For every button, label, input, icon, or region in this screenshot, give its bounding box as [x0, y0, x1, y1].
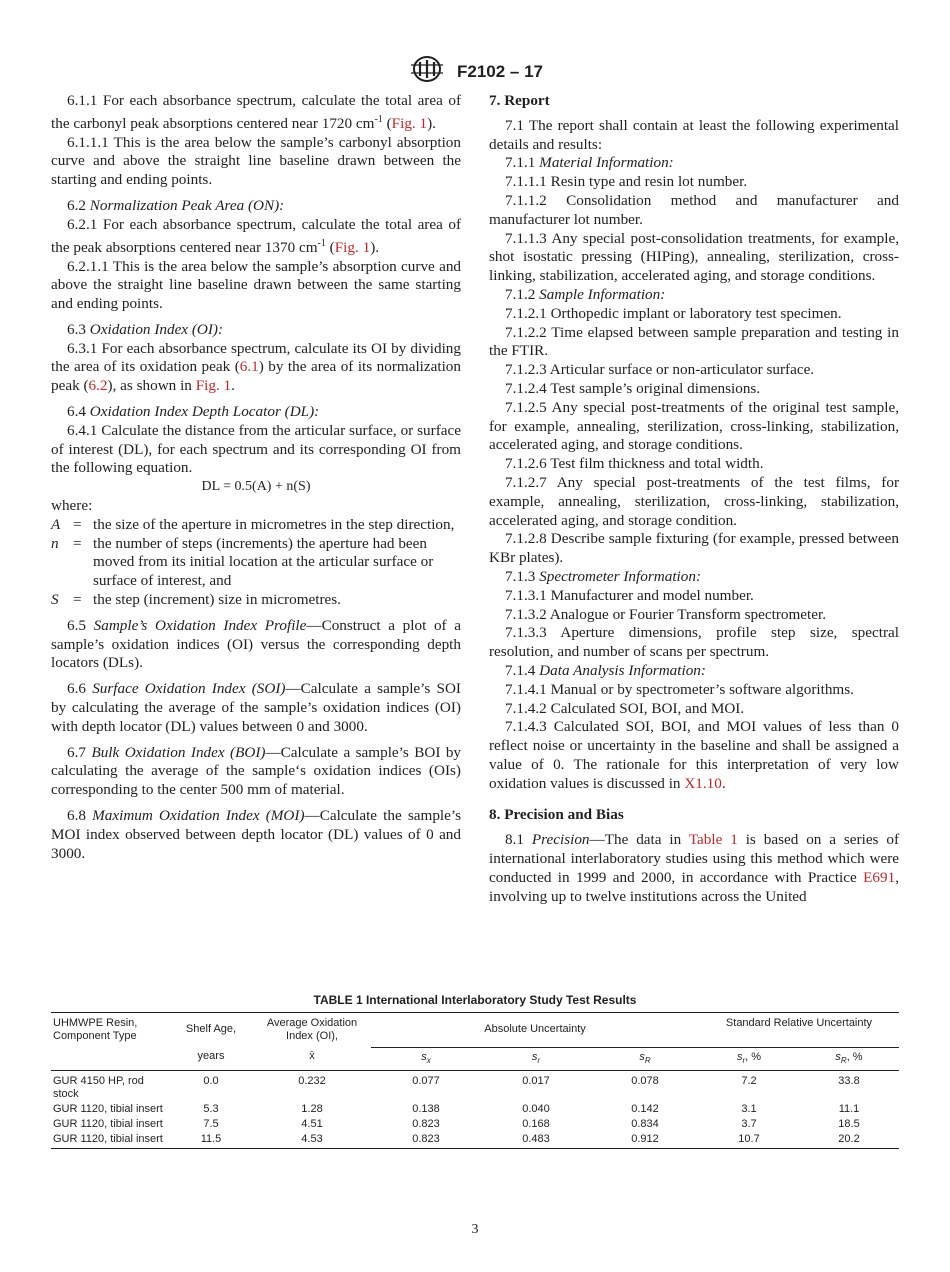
- unit-xbar: x̄: [309, 1050, 315, 1062]
- results-table: [51, 1012, 899, 1149]
- para-6-4: 6.4 Oxidation Index Depth Locator (DL):: [67, 403, 320, 421]
- right-column: [489, 92, 899, 906]
- definition-row: S = the step (increment) size in micrometres.: [51, 591, 341, 609]
- para-7-1-2-1: 7.1.2.1 Orthopedic implant or laboratory test specimen.: [505, 304, 842, 322]
- table-title: TABLE 1 International Interlaboratory Study Test Results: [313, 993, 637, 1007]
- para-6-2: 6.2 Normalization Peak Area (ON):: [67, 197, 285, 215]
- unit-sR: $s_R$: [639, 1050, 651, 1065]
- header-absolute-uncertainty: Absolute Uncertainty: [371, 1013, 699, 1048]
- table-row: GUR 1120, tibial insert 11.5 4.53 0.823 0.483 0.912 10.7 20.2: [51, 1131, 899, 1149]
- para-7-1-2-6: 7.1.2.6 Test film thickness and total width.: [505, 455, 764, 473]
- unit-sx: $s_x$: [421, 1050, 431, 1065]
- para-7-1-3: 7.1.3 Spectrometer Information:: [505, 567, 701, 585]
- header-shelf-age: Shelf Age,: [185, 1023, 237, 1035]
- table-1-link[interactable]: Table 1: [688, 831, 738, 849]
- page-number: 3: [471, 1222, 479, 1237]
- header-resin: UHMWPE Resin, Component Type: [53, 1017, 138, 1042]
- para-7-1-2-8: 7.1.2.8 Describe sample fixturing (for example, pressed between KBr plates).: [489, 530, 899, 567]
- header-relative-uncertainty: Standard Relative Uncertainty: [699, 1013, 899, 1048]
- para-6-5: 6.5 Sample’s Oxidation Index Profile—Construct a plot of a sample’s oxidation indices (OI) versus the corresponding depth locators (DLs).: [51, 616, 461, 672]
- para-7-1-2-2: 7.1.2.2 Time elapsed between sample preparation and testing in the FTIR.: [489, 323, 899, 360]
- section-6-1-link[interactable]: 6.1: [239, 358, 259, 376]
- para-6-7: 6.7 Bulk Oxidation Index (BOI)—Calculate a sample’s BOI by calculating the average of the sample‘s oxidation indices (OIs) corresponding to the center 500 mm of material.: [51, 743, 462, 799]
- para-7-1-3-3: 7.1.3.3 Aperture dimensions, profile step size, spectral resolution, and number of scans per spectrum.: [489, 624, 899, 661]
- para-6-1-1-1: 6.1.1.1 This is the area below the sample’s carbonyl absorption curve and above the straight line baseline drawn between the starting and ending points.: [51, 133, 461, 189]
- table-row: GUR 1120, tibial insert 5.3 1.28 0.138 0.040 0.142 3.1 11.1: [53, 1102, 860, 1115]
- para-6-8: 6.8 Maximum Oxidation Index (MOI)—Calculate the sample’s MOI index observed between depth locator (DL) values of 0 and 3000.: [51, 807, 462, 862]
- para-7-1-2-7: 7.1.2.7 Any special post-treatments of the test films, for example, annealing, sterilization, cross-linking, stabilization, accelerated aging, and storage condition.: [489, 473, 899, 529]
- para-7-1-2-5: 7.1.2.5 Any special post-treatments of the original test sample, for example, annealing, sterilization, cross-linking, stabilization, accelerated aging, and storage conditions.: [489, 398, 899, 454]
- para-6-4-1: 6.4.1 Calculate the distance from the articular surface, or surface of interest (DL), for each spectrum and its corresponding OI from the following equation.: [51, 421, 461, 477]
- para-7-1-1-3: 7.1.1.3 Any special post-consolidation treatments, for example, shot isostatic pressing (HIPing), annealing, sterilization, cross-linking, stabilization, accelerated aging, and storage conditions.: [489, 229, 899, 285]
- fig-1-link[interactable]: Fig. 1: [391, 114, 428, 132]
- para-7-1-3-2: 7.1.3.2 Analogue or Fourier Transform spectrometer.: [505, 605, 826, 623]
- unit-sr: $s_r$: [531, 1050, 541, 1065]
- left-column: [51, 92, 461, 863]
- section-8-heading: 8. Precision and Bias: [489, 806, 624, 824]
- unit-years: years: [197, 1050, 225, 1062]
- para-7-1-4-2: 7.1.4.2 Calculated SOI, BOI, and MOI.: [505, 699, 745, 717]
- para-7-1-1-1: 7.1.1.1 Resin type and resin lot number.: [505, 173, 748, 191]
- section-6-2-link[interactable]: 6.2: [88, 377, 108, 395]
- variable-definitions: [51, 516, 461, 610]
- para-7-1-4-1: 7.1.4.1 Manual or by spectrometer’s software algorithms.: [505, 680, 854, 698]
- document-code: F2102 – 17: [456, 61, 543, 81]
- astm-logo-icon: [407, 56, 447, 87]
- page-header: [0, 56, 950, 87]
- para-7-1-4: 7.1.4 Data Analysis Information:: [505, 661, 706, 679]
- para-7-1-3-1: 7.1.3.1 Manufacturer and model number.: [505, 586, 754, 604]
- para-6-1-1: 6.1.1 For each absorbance spectrum, calculate the total area of the carbonyl peak absorptions centered near 1720 $cm^{-1}$ (Fig. 1).: [51, 92, 461, 132]
- table-row: GUR 4150 HP, rod stock 0.0 0.232 0.077 0.017 0.078 7.2 33.8: [53, 1074, 860, 1100]
- x1-10-link[interactable]: X1.10: [684, 774, 722, 792]
- para-6-3-1: 6.3.1 For each absorbance spectrum, calculate its OI by dividing the area of its oxidation peak (6.1) by the area of its normalization peak (6.2), as shown in Fig. 1.: [51, 339, 461, 395]
- definition-row: A = the size of the aperture in micrometres in the step direction,: [51, 515, 455, 533]
- para-7-1-2: 7.1.2 Sample Information:: [505, 285, 666, 303]
- table-units-row: [51, 1047, 899, 1070]
- para-6-2-1-1: 6.2.1.1 This is the area below the sample’s absorption curve and above the straight line baseline drawn between the same starting and ending points.: [51, 257, 461, 313]
- where-label: where:: [51, 497, 93, 515]
- table-row: GUR 1120, tibial insert 7.5 4.51 0.823 0.168 0.834 3.7 18.5: [53, 1117, 860, 1130]
- unit-sR-percent: $s_R$, %: [835, 1050, 863, 1065]
- fig-1-link[interactable]: Fig. 1: [334, 238, 371, 256]
- para-6-3: 6.3 Oxidation Index (OI):: [67, 320, 224, 338]
- fig-1-link[interactable]: Fig. 1: [195, 377, 232, 395]
- definition-row: n = the number of steps (increments) the aperture had been moved from its initial location at the articular surface or surface of interest, and: [51, 534, 434, 590]
- unit-sr-percent: $s_r$, %: [736, 1050, 762, 1065]
- para-7-1-1-2: 7.1.1.2 Consolidation method and manufacturer and manufacturer lot number.: [489, 191, 899, 228]
- para-6-2-1: 6.2.1 For each absorbance spectrum, calculate the total area of the peak absorptions centered near 1370 $cm^{-1}$ (Fig. 1).: [51, 215, 461, 256]
- para-8-1: 8.1 Precision—The data in Table 1 is based on a series of international interlaboratory studies using this method which were conducted in 1999 and 2000, in accordance with Practice E691, involving up to twelve institutions across the United: [489, 831, 900, 905]
- para-7-1: 7.1 The report shall contain at least the following experimental details and results:: [489, 116, 899, 153]
- e691-link[interactable]: E691: [863, 868, 896, 886]
- para-6-6: 6.6 Surface Oxidation Index (SOI)—Calculate a sample’s SOI by calculating the average of the sample’s oxidation indices (OI) with depth locator (DL) values between 0 and 3000.: [51, 680, 461, 735]
- para-7-1-1: 7.1.1 Material Information:: [505, 154, 674, 172]
- table-header-row: [51, 1013, 899, 1048]
- para-7-1-2-4: 7.1.2.4 Test sample’s original dimensions.: [505, 379, 761, 397]
- para-7-1-2-3: 7.1.2.3 Articular surface or non-articulator surface.: [505, 361, 815, 379]
- para-7-1-4-3: 7.1.4.3 Calculated SOI, BOI, and MOI values of less than 0 reflect noise or uncertainty in the baseline and shall be assigned a value of 0. The rationale for this interpretation of very low oxidation values is discussed in X1.10.: [489, 718, 899, 792]
- header-average-oi: Average Oxidation Index (OI),: [266, 1017, 358, 1042]
- section-7-heading: 7. Report: [489, 92, 550, 109]
- dl-equation: DL = 0.5(A) + n(S): [201, 479, 311, 495]
